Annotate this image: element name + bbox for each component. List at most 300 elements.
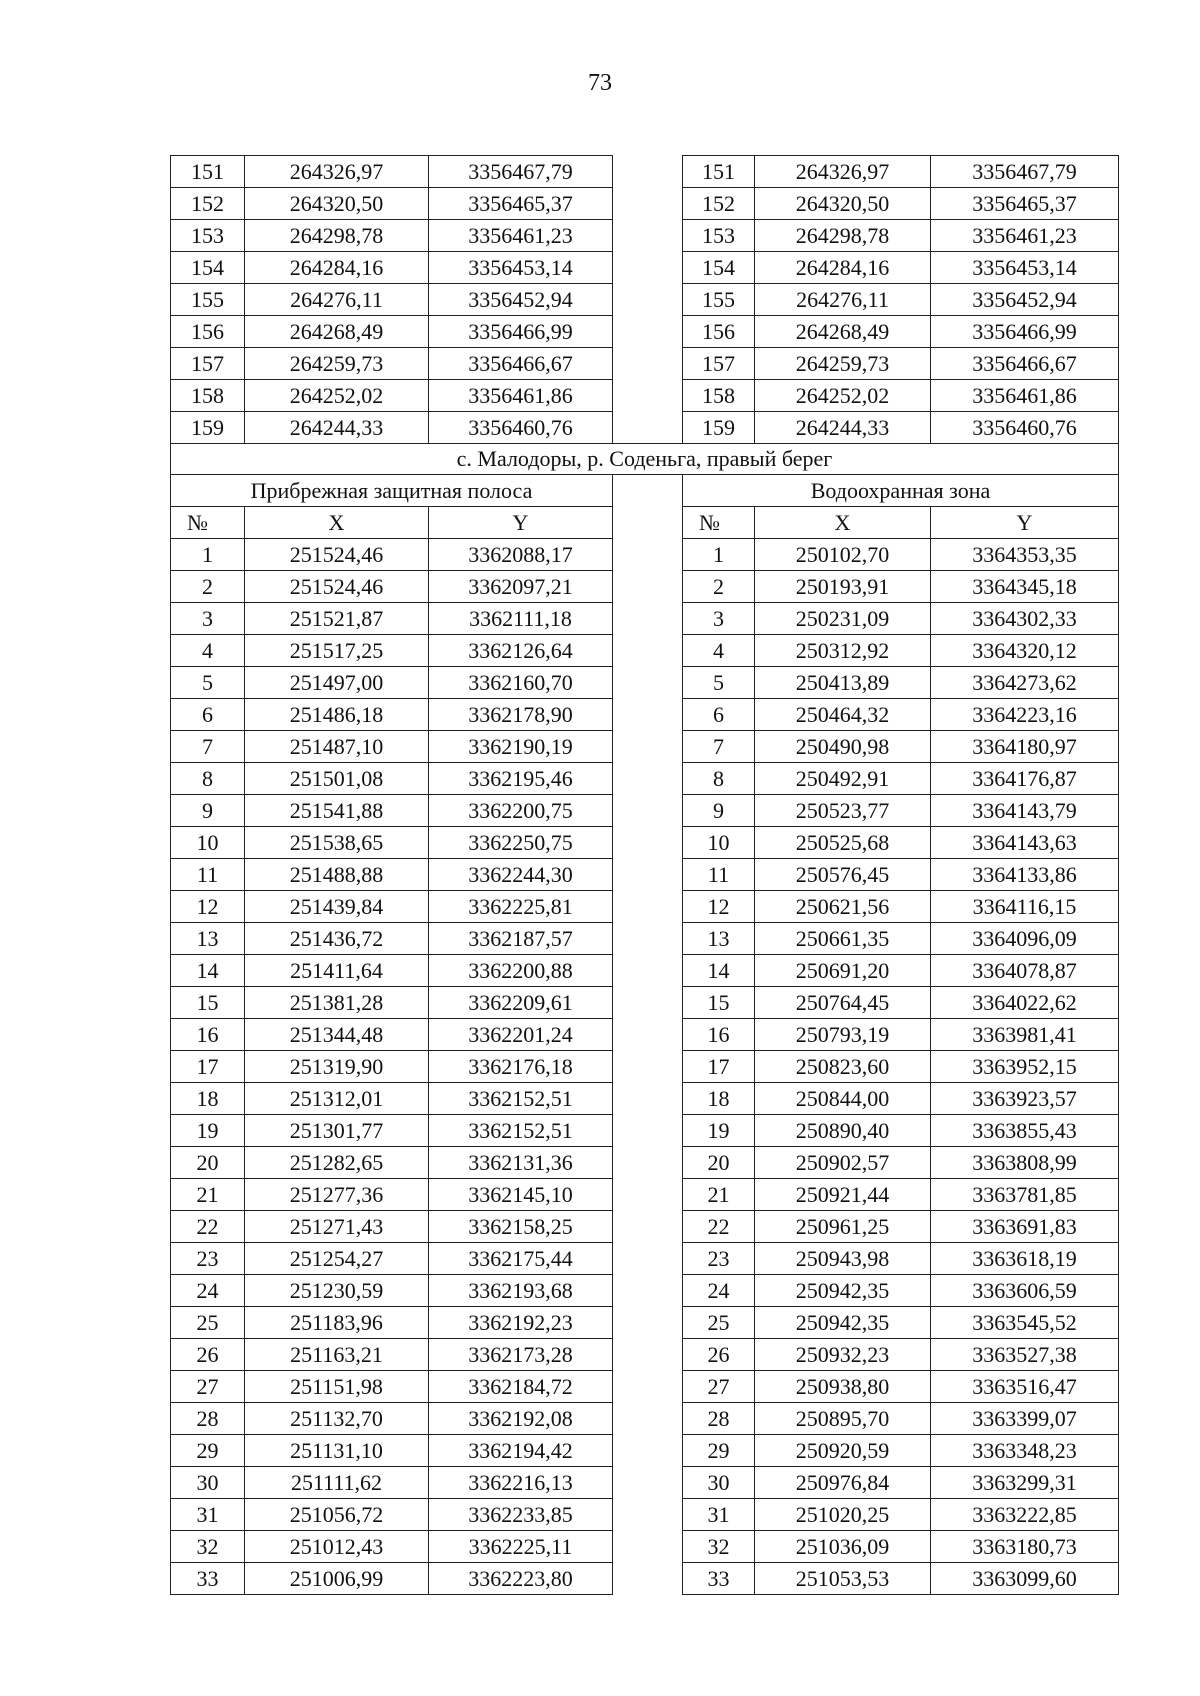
column-gap	[613, 156, 683, 188]
y-left: 3362111,18	[429, 603, 613, 635]
point-number-left: 15	[171, 987, 245, 1019]
point-number-right: 31	[683, 1499, 755, 1531]
y-right: 3363606,59	[931, 1275, 1119, 1307]
x-left: 251312,01	[245, 1083, 429, 1115]
column-gap	[613, 795, 683, 827]
y-right: 3356467,79	[931, 156, 1119, 188]
y-right: 3356461,86	[931, 380, 1119, 412]
table-row	[171, 1371, 1119, 1403]
column-header-num-left: №	[171, 507, 245, 539]
point-number-left: 2	[171, 571, 245, 603]
table-row	[171, 284, 1119, 316]
main-rows	[171, 539, 1119, 1595]
y-left: 3362250,75	[429, 827, 613, 859]
y-left: 3362187,57	[429, 923, 613, 955]
x-left: 251254,27	[245, 1243, 429, 1275]
x-left: 264244,33	[245, 412, 429, 444]
x-left: 251521,87	[245, 603, 429, 635]
column-gap	[613, 1403, 683, 1435]
table-row	[171, 1147, 1119, 1179]
point-number-left: 16	[171, 1019, 245, 1051]
y-left: 3362160,70	[429, 667, 613, 699]
x-right: 250902,57	[755, 1147, 931, 1179]
x-right: 264320,50	[755, 188, 931, 220]
column-gap	[613, 1051, 683, 1083]
point-number-right: 6	[683, 699, 755, 731]
y-right: 3356466,67	[931, 348, 1119, 380]
y-right: 3363691,83	[931, 1211, 1119, 1243]
point-number-right: 32	[683, 1531, 755, 1563]
y-right: 3363981,41	[931, 1019, 1119, 1051]
x-right: 250661,35	[755, 923, 931, 955]
column-gap	[613, 923, 683, 955]
point-number-right: 26	[683, 1339, 755, 1371]
section-title: с. Малодоры, р. Соденьга, правый берег	[171, 444, 1119, 475]
y-left: 3362194,42	[429, 1435, 613, 1467]
column-gap	[613, 220, 683, 252]
point-number-right: 11	[683, 859, 755, 891]
x-right: 264259,73	[755, 348, 931, 380]
point-number-right: 156	[683, 316, 755, 348]
column-gap	[613, 667, 683, 699]
table-row	[171, 1051, 1119, 1083]
x-right: 250621,56	[755, 891, 931, 923]
point-number-right: 21	[683, 1179, 755, 1211]
point-number-right: 18	[683, 1083, 755, 1115]
y-left: 3356465,37	[429, 188, 613, 220]
column-gap	[613, 1563, 683, 1595]
table-row	[171, 1339, 1119, 1371]
column-header-x-right: X	[755, 507, 931, 539]
y-right: 3364180,97	[931, 731, 1119, 763]
y-left: 3362126,64	[429, 635, 613, 667]
x-right: 251020,25	[755, 1499, 931, 1531]
x-left: 251132,70	[245, 1403, 429, 1435]
point-number-left: 18	[171, 1083, 245, 1115]
point-number-left: 21	[171, 1179, 245, 1211]
x-right: 250942,35	[755, 1275, 931, 1307]
x-right: 250492,91	[755, 763, 931, 795]
column-gap	[613, 252, 683, 284]
x-right: 264244,33	[755, 412, 931, 444]
point-number-left: 154	[171, 252, 245, 284]
y-right: 3363299,31	[931, 1467, 1119, 1499]
y-left: 3362201,24	[429, 1019, 613, 1051]
y-left: 3362200,88	[429, 955, 613, 987]
y-right: 3364022,62	[931, 987, 1119, 1019]
column-header-y-left: Y	[429, 507, 613, 539]
point-number-right: 1	[683, 539, 755, 571]
point-number-left: 4	[171, 635, 245, 667]
point-number-left: 152	[171, 188, 245, 220]
y-left: 3362192,23	[429, 1307, 613, 1339]
x-right: 250525,68	[755, 827, 931, 859]
table-row	[171, 1307, 1119, 1339]
x-left: 251056,72	[245, 1499, 429, 1531]
y-left: 3362225,81	[429, 891, 613, 923]
x-right: 264268,49	[755, 316, 931, 348]
point-number-left: 25	[171, 1307, 245, 1339]
column-gap	[613, 1179, 683, 1211]
x-left: 251183,96	[245, 1307, 429, 1339]
y-right: 3364223,16	[931, 699, 1119, 731]
y-right: 3363545,52	[931, 1307, 1119, 1339]
y-left: 3362209,61	[429, 987, 613, 1019]
table-row	[171, 987, 1119, 1019]
x-left: 251488,88	[245, 859, 429, 891]
point-number-left: 31	[171, 1499, 245, 1531]
point-number-right: 151	[683, 156, 755, 188]
x-left: 251411,64	[245, 955, 429, 987]
y-left: 3362223,80	[429, 1563, 613, 1595]
y-right: 3364078,87	[931, 955, 1119, 987]
y-right: 3363222,85	[931, 1499, 1119, 1531]
point-number-right: 12	[683, 891, 755, 923]
column-gap	[613, 1435, 683, 1467]
y-left: 3356453,14	[429, 252, 613, 284]
y-left: 3362225,11	[429, 1531, 613, 1563]
x-left: 251301,77	[245, 1115, 429, 1147]
point-number-right: 8	[683, 763, 755, 795]
point-number-right: 10	[683, 827, 755, 859]
column-gap	[613, 1371, 683, 1403]
x-left: 251497,00	[245, 667, 429, 699]
table-row	[171, 348, 1119, 380]
column-gap	[613, 475, 683, 507]
y-left: 3362175,44	[429, 1243, 613, 1275]
table-row	[171, 156, 1119, 188]
point-number-left: 156	[171, 316, 245, 348]
point-number-left: 27	[171, 1371, 245, 1403]
point-number-left: 13	[171, 923, 245, 955]
y-left: 3362195,46	[429, 763, 613, 795]
point-number-right: 20	[683, 1147, 755, 1179]
table-row	[171, 380, 1119, 412]
y-right: 3364143,63	[931, 827, 1119, 859]
table-row	[171, 859, 1119, 891]
y-right: 3363808,99	[931, 1147, 1119, 1179]
point-number-left: 32	[171, 1531, 245, 1563]
x-left: 251524,46	[245, 571, 429, 603]
x-left: 251006,99	[245, 1563, 429, 1595]
x-left: 251501,08	[245, 763, 429, 795]
column-gap	[613, 316, 683, 348]
point-number-left: 153	[171, 220, 245, 252]
x-left: 251344,48	[245, 1019, 429, 1051]
point-number-left: 20	[171, 1147, 245, 1179]
y-left: 3356452,94	[429, 284, 613, 316]
column-gap	[613, 987, 683, 1019]
y-left: 3362184,72	[429, 1371, 613, 1403]
point-number-right: 19	[683, 1115, 755, 1147]
y-left: 3356461,23	[429, 220, 613, 252]
y-left: 3356461,86	[429, 380, 613, 412]
column-gap	[613, 1147, 683, 1179]
y-left: 3362216,13	[429, 1467, 613, 1499]
column-gap	[613, 827, 683, 859]
table-row	[171, 316, 1119, 348]
x-right: 251036,09	[755, 1531, 931, 1563]
section-header	[171, 444, 1119, 539]
y-right: 3363781,85	[931, 1179, 1119, 1211]
x-left: 264284,16	[245, 252, 429, 284]
point-number-right: 24	[683, 1275, 755, 1307]
table-row	[171, 955, 1119, 987]
y-right: 3356460,76	[931, 412, 1119, 444]
column-gap	[613, 539, 683, 571]
column-gap	[613, 891, 683, 923]
y-right: 3363855,43	[931, 1115, 1119, 1147]
column-gap	[613, 1275, 683, 1307]
y-right: 3364176,87	[931, 763, 1119, 795]
column-gap	[613, 412, 683, 444]
x-right: 250823,60	[755, 1051, 931, 1083]
y-left: 3356466,99	[429, 316, 613, 348]
column-gap	[613, 1499, 683, 1531]
column-header-row	[171, 507, 1119, 539]
x-left: 264268,49	[245, 316, 429, 348]
y-right: 3356453,14	[931, 252, 1119, 284]
point-number-right: 7	[683, 731, 755, 763]
point-number-left: 24	[171, 1275, 245, 1307]
column-header-y-right: Y	[931, 507, 1119, 539]
column-gap	[613, 1467, 683, 1499]
y-right: 3363952,15	[931, 1051, 1119, 1083]
y-right: 3364143,79	[931, 795, 1119, 827]
point-number-left: 33	[171, 1563, 245, 1595]
y-left: 3362178,90	[429, 699, 613, 731]
x-left: 251524,46	[245, 539, 429, 571]
y-right: 3364096,09	[931, 923, 1119, 955]
x-right: 250942,35	[755, 1307, 931, 1339]
column-gap	[613, 859, 683, 891]
point-number-right: 28	[683, 1403, 755, 1435]
y-left: 3362145,10	[429, 1179, 613, 1211]
x-left: 251111,62	[245, 1467, 429, 1499]
x-left: 251230,59	[245, 1275, 429, 1307]
point-number-left: 19	[171, 1115, 245, 1147]
column-gap	[613, 1211, 683, 1243]
x-right: 250932,23	[755, 1339, 931, 1371]
column-gap	[613, 1083, 683, 1115]
y-right: 3356452,94	[931, 284, 1119, 316]
point-number-right: 25	[683, 1307, 755, 1339]
x-left: 251381,28	[245, 987, 429, 1019]
point-number-left: 9	[171, 795, 245, 827]
x-right: 250890,40	[755, 1115, 931, 1147]
y-right: 3363348,23	[931, 1435, 1119, 1467]
table-row	[171, 252, 1119, 284]
y-right: 3356461,23	[931, 220, 1119, 252]
point-number-right: 3	[683, 603, 755, 635]
y-left: 3356466,67	[429, 348, 613, 380]
y-right: 3363399,07	[931, 1403, 1119, 1435]
point-number-right: 13	[683, 923, 755, 955]
point-number-right: 14	[683, 955, 755, 987]
y-right: 3363923,57	[931, 1083, 1119, 1115]
table-row	[171, 220, 1119, 252]
point-number-right: 5	[683, 667, 755, 699]
column-gap	[613, 380, 683, 412]
y-right: 3363527,38	[931, 1339, 1119, 1371]
point-number-left: 22	[171, 1211, 245, 1243]
y-right: 3364353,35	[931, 539, 1119, 571]
x-right: 250312,92	[755, 635, 931, 667]
table-row	[171, 1563, 1119, 1595]
y-left: 3362097,21	[429, 571, 613, 603]
point-number-left: 11	[171, 859, 245, 891]
y-right: 3364116,15	[931, 891, 1119, 923]
y-left: 3362200,75	[429, 795, 613, 827]
table-row	[171, 763, 1119, 795]
point-number-right: 30	[683, 1467, 755, 1499]
column-header-num-right: №	[683, 507, 755, 539]
x-right: 264252,02	[755, 380, 931, 412]
y-left: 3362193,68	[429, 1275, 613, 1307]
x-left: 251538,65	[245, 827, 429, 859]
point-number-right: 154	[683, 252, 755, 284]
point-number-left: 151	[171, 156, 245, 188]
point-number-right: 33	[683, 1563, 755, 1595]
x-right: 250193,91	[755, 571, 931, 603]
x-left: 264276,11	[245, 284, 429, 316]
y-right: 3364273,62	[931, 667, 1119, 699]
right-heading: Водоохранная зона	[683, 475, 1119, 507]
x-right: 250691,20	[755, 955, 931, 987]
y-left: 3362088,17	[429, 539, 613, 571]
point-number-left: 155	[171, 284, 245, 316]
x-right: 250102,70	[755, 539, 931, 571]
y-right: 3363180,73	[931, 1531, 1119, 1563]
point-number-right: 16	[683, 1019, 755, 1051]
x-left: 251277,36	[245, 1179, 429, 1211]
page-number: 73	[588, 70, 612, 96]
y-right: 3363516,47	[931, 1371, 1119, 1403]
column-gap	[613, 955, 683, 987]
x-left: 251131,10	[245, 1435, 429, 1467]
point-number-right: 158	[683, 380, 755, 412]
point-number-left: 17	[171, 1051, 245, 1083]
point-number-right: 29	[683, 1435, 755, 1467]
y-left: 3362158,25	[429, 1211, 613, 1243]
point-number-left: 26	[171, 1339, 245, 1371]
left-heading: Прибрежная защитная полоса	[171, 475, 613, 507]
x-right: 264284,16	[755, 252, 931, 284]
y-left: 3362176,18	[429, 1051, 613, 1083]
x-right: 250464,32	[755, 699, 931, 731]
table-row	[171, 603, 1119, 635]
point-number-right: 152	[683, 188, 755, 220]
x-right: 250976,84	[755, 1467, 931, 1499]
x-left: 251012,43	[245, 1531, 429, 1563]
table-row	[171, 795, 1119, 827]
point-number-right: 23	[683, 1243, 755, 1275]
x-right: 250895,70	[755, 1403, 931, 1435]
x-right: 250576,45	[755, 859, 931, 891]
x-right: 264298,78	[755, 220, 931, 252]
x-right: 250921,44	[755, 1179, 931, 1211]
table-row	[171, 1243, 1119, 1275]
x-left: 264259,73	[245, 348, 429, 380]
y-left: 3362244,30	[429, 859, 613, 891]
column-gap	[613, 731, 683, 763]
x-left: 251151,98	[245, 1371, 429, 1403]
table-row	[171, 1019, 1119, 1051]
x-right: 250844,00	[755, 1083, 931, 1115]
column-gap	[613, 699, 683, 731]
column-gap	[613, 1019, 683, 1051]
y-left: 3362173,28	[429, 1339, 613, 1371]
table-row	[171, 891, 1119, 923]
coordinates-table	[170, 155, 1119, 1595]
table-row	[171, 571, 1119, 603]
column-gap	[613, 603, 683, 635]
point-number-left: 12	[171, 891, 245, 923]
table-row	[171, 699, 1119, 731]
table-row	[171, 412, 1119, 444]
point-number-left: 14	[171, 955, 245, 987]
x-right: 251053,53	[755, 1563, 931, 1595]
y-right: 3364345,18	[931, 571, 1119, 603]
point-number-right: 22	[683, 1211, 755, 1243]
y-right: 3364320,12	[931, 635, 1119, 667]
table-row	[171, 1083, 1119, 1115]
x-right: 250920,59	[755, 1435, 931, 1467]
table-row	[171, 1435, 1119, 1467]
column-gap	[613, 763, 683, 795]
column-gap	[613, 1339, 683, 1371]
point-number-left: 7	[171, 731, 245, 763]
point-number-left: 3	[171, 603, 245, 635]
y-left: 3362152,51	[429, 1083, 613, 1115]
point-number-left: 157	[171, 348, 245, 380]
point-number-right: 159	[683, 412, 755, 444]
point-number-left: 29	[171, 1435, 245, 1467]
column-gap	[613, 507, 683, 539]
table-row	[171, 923, 1119, 955]
y-left: 3362131,36	[429, 1147, 613, 1179]
table-row	[171, 188, 1119, 220]
table-row	[171, 1403, 1119, 1435]
x-left: 251541,88	[245, 795, 429, 827]
x-left: 264320,50	[245, 188, 429, 220]
x-right: 264326,97	[755, 156, 931, 188]
x-right: 250793,19	[755, 1019, 931, 1051]
point-number-right: 4	[683, 635, 755, 667]
y-right: 3356465,37	[931, 188, 1119, 220]
y-right: 3363099,60	[931, 1563, 1119, 1595]
column-header-x-left: X	[245, 507, 429, 539]
point-number-right: 17	[683, 1051, 755, 1083]
point-number-right: 157	[683, 348, 755, 380]
top-rows	[171, 156, 1119, 444]
y-left: 3356460,76	[429, 412, 613, 444]
table-row	[171, 539, 1119, 571]
table-row	[171, 1531, 1119, 1563]
point-number-left: 30	[171, 1467, 245, 1499]
y-left: 3362190,19	[429, 731, 613, 763]
point-number-left: 10	[171, 827, 245, 859]
x-right: 250523,77	[755, 795, 931, 827]
table-row	[171, 1499, 1119, 1531]
table-row	[171, 635, 1119, 667]
table-row	[171, 1275, 1119, 1307]
point-number-left: 1	[171, 539, 245, 571]
point-number-right: 155	[683, 284, 755, 316]
y-left: 3362192,08	[429, 1403, 613, 1435]
point-number-right: 2	[683, 571, 755, 603]
point-number-left: 28	[171, 1403, 245, 1435]
